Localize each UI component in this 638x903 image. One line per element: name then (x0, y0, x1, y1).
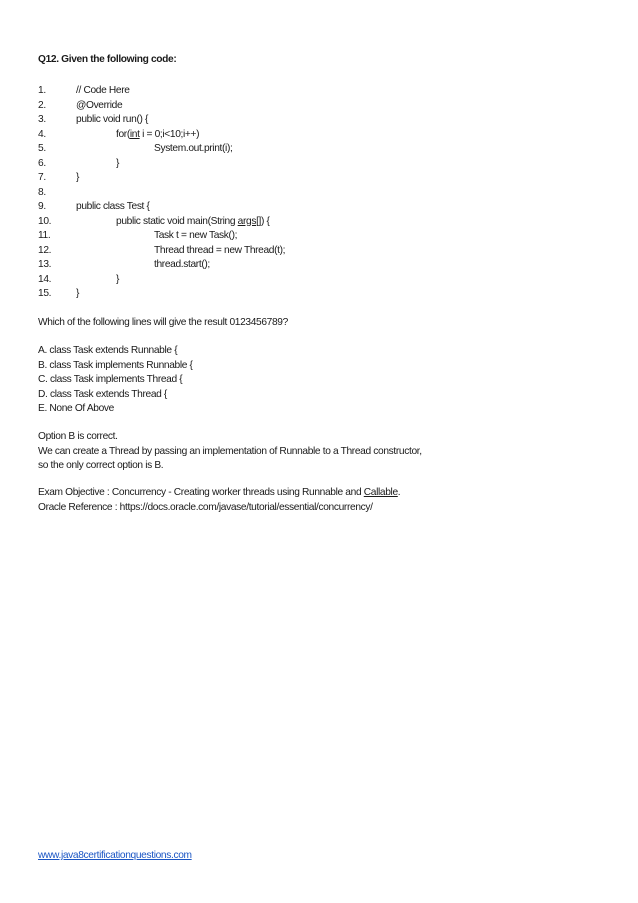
footer-link[interactable]: www.java8certificationquestions.com (38, 850, 192, 861)
line-number: 11. (38, 230, 51, 241)
code-token: thread.start(); (154, 259, 210, 270)
code-token: Task t = new Task(); (154, 230, 238, 241)
answer-options (38, 344, 193, 417)
answer-explanation (38, 430, 422, 474)
code-text (154, 244, 285, 259)
code-text (76, 113, 148, 128)
code-text (154, 258, 210, 273)
code-text (116, 215, 270, 230)
question-title: Q12. Given the following code: (38, 54, 177, 65)
line-number: 12. (38, 244, 52, 256)
underlined-token: args (237, 215, 257, 227)
line-number: 14. (38, 273, 52, 285)
code-token: } (116, 157, 120, 169)
option-a: A. class Task extends Runnable { (38, 345, 178, 356)
code-text (116, 128, 199, 143)
line-number: 1. (38, 85, 46, 96)
question-prompt: Which of the following lines will give the result 0123456789? (38, 317, 288, 328)
code-text (76, 99, 122, 114)
explanation-line: We can create a Thread by passing an implementation of Runnable to a Thread constructor, (38, 445, 422, 457)
oracle-reference: Oracle Reference : https://docs.oracle.com/javase/tutorial/essential/concurrency/ (38, 501, 373, 513)
line-number: 13. (38, 259, 52, 270)
option-d: D. class Task extends Thread { (38, 388, 167, 400)
answer-line: Option B is correct. (38, 431, 118, 442)
code-token: Thread thread = new Thread(t); (154, 244, 286, 256)
option-e: E. None Of Above (38, 403, 114, 414)
code-token: } (76, 172, 80, 183)
code-token: []) { (256, 215, 270, 227)
code-text (116, 273, 119, 288)
code-text (154, 229, 237, 244)
code-text (116, 157, 119, 172)
line-number: 3. (38, 114, 46, 125)
code-text (76, 200, 150, 215)
objective-line (38, 486, 400, 501)
code-token: @Override (76, 99, 123, 111)
line-number: 6. (38, 157, 46, 169)
objective-suffix: . (397, 487, 401, 498)
line-number: 9. (38, 201, 46, 212)
code-text (76, 84, 130, 99)
line-number: 4. (38, 128, 46, 140)
line-number: 2. (38, 99, 46, 111)
line-number: 10. (38, 215, 52, 227)
callable-term: Callable (363, 487, 398, 498)
line-number: 15. (38, 288, 52, 299)
underlined-token: int (129, 128, 140, 140)
option-c: C. class Task implements Thread { (38, 374, 183, 385)
code-text (76, 171, 79, 186)
code-token: } (76, 288, 80, 299)
code-text (154, 142, 233, 157)
code-token: System.out.print(i); (154, 143, 233, 154)
exam-objective (38, 486, 400, 515)
code-token: public class Test { (76, 201, 150, 212)
code-token: public static void main(String (116, 215, 238, 227)
code-token: public void run() { (76, 114, 149, 125)
option-b: B. class Task implements Runnable { (38, 359, 193, 371)
document-page (38, 0, 618, 903)
line-number: 5. (38, 143, 46, 154)
line-number: 8. (38, 186, 46, 198)
explanation-line: so the only correct option is B. (38, 460, 164, 471)
code-token: i = 0;i<10;i++) (139, 128, 200, 140)
code-token: } (116, 273, 120, 285)
code-text (76, 287, 79, 302)
code-token: // Code Here (76, 85, 130, 96)
code-token: for( (116, 128, 130, 140)
line-number: 7. (38, 172, 46, 183)
objective-text: Exam Objective : Concurrency - Creating worker threads using Runnable and (38, 487, 364, 498)
